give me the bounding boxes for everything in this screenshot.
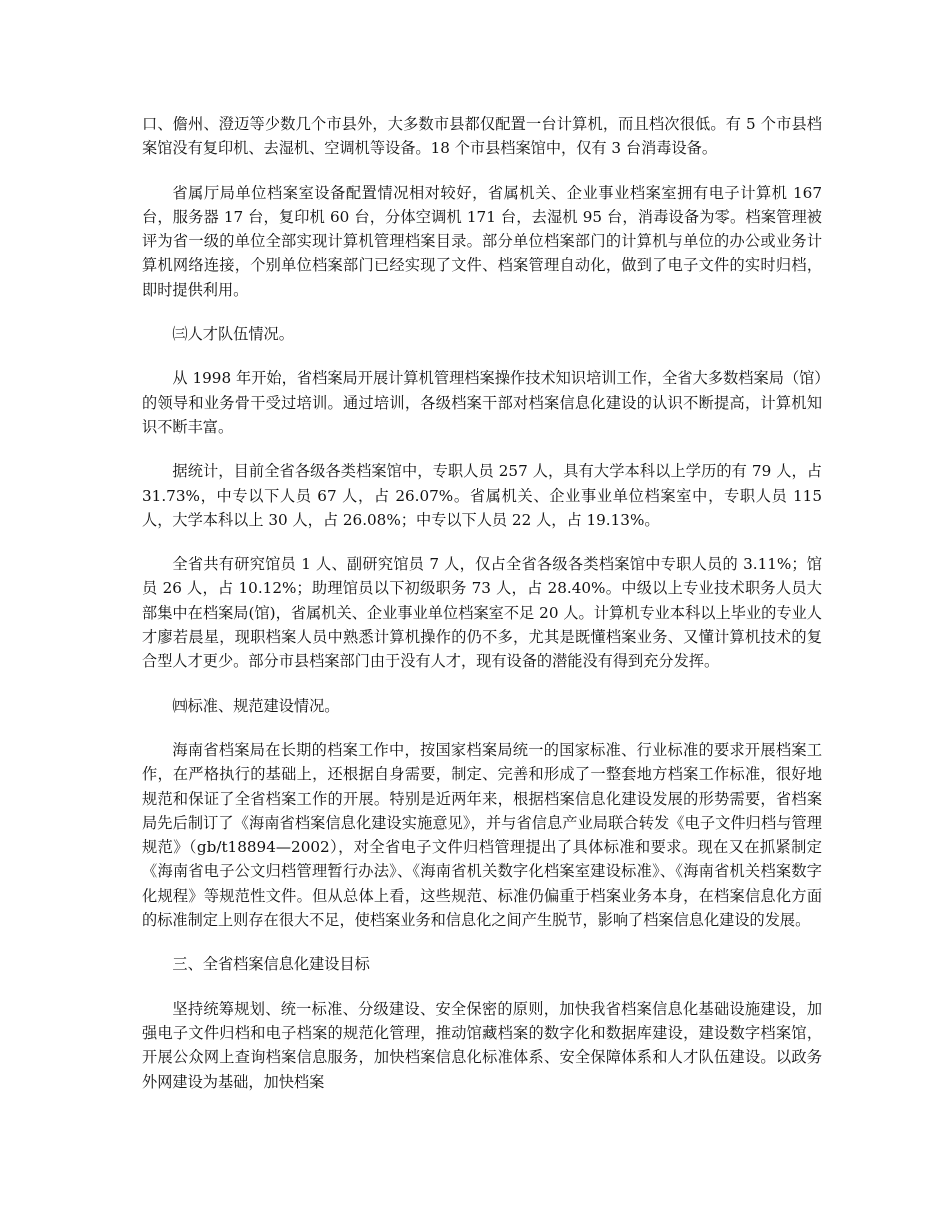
paragraph-staff-statistics: 据统计，目前全省各级各类档案馆中，专职人员 257 人，具有大学本科以上学历的有 79 人，占 31.73%，中专以下人员 67 人，占 26.07%。省属机关、企业事业单位档案室中，专职人员 115 人，大学本科以上 30 人，占 26.08%；中专以下人员 22 人，占 19.13%。 xyxy=(142,462,822,529)
paragraph-training: 从 1998 年开始，省档案局开展计算机管理档案操作技术知识培训工作，全省大多数档案局（馆）的领导和业务骨干受过培训。通过培训，各级档案干部对档案信息化建设的认识不断提高，计算机知识不断丰富。 xyxy=(142,369,822,436)
section-heading-talent: ㈢人才队伍情况。 xyxy=(172,325,294,344)
section-heading-standards: ㈣标准、规范建设情况。 xyxy=(172,696,340,715)
paragraph-goals: 坚持统筹规划、统一标准、分级建设、安全保密的原则，加快我省档案信息化基础设施建设，加强电子文件归档和电子档案的规范化管理，推动馆藏档案的数字化和数据库建设，建设数字档案馆，开展公众网上查询档案信息服务，加快档案信息化标准体系、安全保障体系和人才队伍建设。以政务外网建设为基础，加快档案 xyxy=(142,999,822,1091)
document-page xyxy=(142,112,822,1114)
paragraph-equipment-provincial: 省属厅局单位档案室设备配置情况相对较好，省属机关、企业事业档案室拥有电子计算机 167 台，服务器 17 台，复印机 60 台，分体空调机 171 台，去湿机 95 台，消毒设备为零。档案管理被评为省一级的单位全部实现计算机管理档案目录。部分单位档案部门的计算机与单位的办公或业务计算机网络连接，个别单位档案部门已经实现了文件、档案管理自动化，做到了电子文件的实时归档，即时提供利用。 xyxy=(142,183,822,299)
section-heading-goals: 三、全省档案信息化建设目标 xyxy=(172,955,370,974)
paragraph-professional-titles: 全省共有研究馆员 1 人、副研究馆员 7 人，仅占全省各级各类档案馆中专职人员的 3.11%；馆员 26 人，占 10.12%；助理馆员以下初级职务 73 人，占 28.40%。中级以上专业技术职务人员大部集中在档案局(馆)，省属机关、企业事业单位档案室不足 20 人。计算机专业本科以上毕业的专业人才廖若晨星，现职档案人员中熟悉计算机操作的仍不多，尤其是既懂档案业务、又懂计算机技术的复合型人才更少。部分市县档案部门由于没有人才，现有设备的潜能没有得到充分发挥。 xyxy=(142,555,822,671)
paragraph-equipment-city: 口、儋州、澄迈等少数几个市县外，大多数市县都仅配置一台计算机，而且档次很低。有 5 个市县档案馆没有复印机、去湿机、空调机等设备。18 个市县档案馆中，仅有 3 台消毒设备。 xyxy=(142,115,822,158)
paragraph-standards: 海南省档案局在长期的档案工作中，按国家档案局统一的国家标准、行业标准的要求开展档案工作，在严格执行的基础上，还根据自身需要，制定、完善和形成了一整套地方档案工作标准，很好地规范和保证了全省档案工作的开展。特别是近两年来，根据档案信息化建设发展的形势需要，省档案局先后制订了《海南省档案信息化建设实施意见》，并与省信息产业局联合转发《电子文件归档与管理规范》（gb/t18894—2002），对全省电子文件归档管理提出了具体标准和要求。现在又在抓紧制定《海南省电子公文归档管理暂行办法》、《海南省机关数字化档案室建设标准》、《海南省机关档案数字化规程》等规范性文件。但从总体上看，这些规范、标准仍偏重于档案业务本身，在档案信息化方面的标准制定上则存在很大不足，使档案业务和信息化之间产生脱节，影响了档案信息化建设的发展。 xyxy=(142,740,822,930)
